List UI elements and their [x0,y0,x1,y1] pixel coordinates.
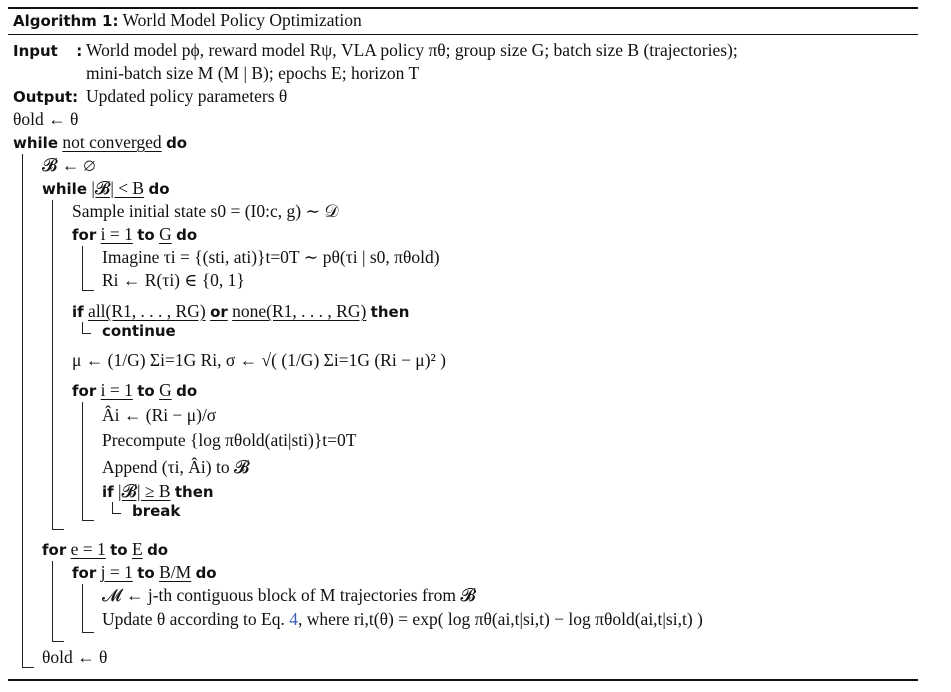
then-keyword-2: then [174,483,214,501]
algorithm-title: World Model Policy Optimization [122,10,362,30]
while-keyword: while [13,134,58,152]
output-label: Output: [13,88,79,106]
for-e-line [42,538,168,561]
for-e-end: E [131,539,143,559]
inner-while-line [42,177,170,200]
while-condition: not converged [62,132,162,152]
break-line [132,499,180,522]
for-j-var: j = 1 [100,562,133,582]
or-keyword: or [210,303,228,321]
do-keyword: do [166,134,188,152]
input-text-1: World model pϕ, reward model Rψ, VLA policy πθ; group size G; batch size B (trajectories); [86,40,738,60]
inner-while-foot [52,529,64,530]
for-i-bar-1 [82,246,83,291]
for-j-bar [82,584,83,633]
if-keyword: if [72,303,84,321]
for-keyword: for [72,226,97,244]
input-label: Input [13,42,58,60]
break-keyword: break [132,502,181,520]
output-text: Updated policy parameters θ [86,86,288,106]
input-text-2: mini-batch size M (M | B); epochs E; horizon T [86,63,420,83]
continue-keyword: continue [102,322,176,340]
inner-while-keyword: while [42,180,87,198]
stats-line: μ ← (1/G) Σi=1G Ri, σ ← √( (1/G) Σi=1G (Ri − μ)² ) [72,350,446,370]
input-line-1 [13,39,82,62]
outer-while-line [13,131,187,154]
outer-while-foot [22,667,34,668]
reset-batch-line: 𝓑 ← ∅ [42,155,96,175]
sample-line: Sample initial state s0 = (I0:c, g) ∼ 𝒟 [72,201,339,221]
for-j-to-keyword: to [137,564,155,582]
for-j-keyword: for [72,564,97,582]
for-var: i = 1 [100,224,133,244]
for-i-bar-2 [82,402,83,521]
equation-link[interactable]: 4 [289,609,298,629]
for-end-2: G [159,380,172,400]
for-e-bar [52,561,53,642]
to-keyword: to [137,226,155,244]
precompute-line: Precompute {log πθold(ati|sti)}t=0T [102,430,357,450]
update-suffix: , where ri,t(θ) = exp( log πθ(ai,t|si,t) − log πθold(ai,t|si,t) ) [297,609,703,629]
for-do-keyword: do [176,226,198,244]
reward-line: Ri ← R(τi) ∈ {0, 1} [102,270,245,290]
bottom-rule [8,679,918,681]
algorithm-header [13,9,362,32]
for-j-foot [82,632,94,633]
for-e-keyword: for [42,541,67,559]
algorithm-label: Algorithm 1: [13,12,119,30]
imagine-line: Imagine τi = {(sti, ati)}t=0T ∼ pθ(τi | s0, πθold) [102,247,440,267]
for-do-keyword-2: do [176,382,198,400]
header-rule [8,34,918,35]
to-keyword-2: to [137,382,155,400]
for-i-foot-1 [82,290,94,291]
continue-bracket-foot [82,333,91,334]
output-line [13,85,78,108]
for-e-foot [52,641,64,642]
for-i-line-2 [72,379,197,402]
for-var-2: i = 1 [100,380,133,400]
for-e-to-keyword: to [110,541,128,559]
inner-while-condition: |𝓑| < B [91,178,145,198]
for-j-line [72,561,217,584]
update-prefix: Update θ according to Eq. [102,609,285,629]
for-keyword-2: for [72,382,97,400]
if-cond-none: none(R1, . . . , RG) [232,301,367,321]
update-line [102,608,703,630]
for-e-var: e = 1 [70,539,106,559]
if-full-condition: |𝓑| ≥ B [118,481,171,501]
if-keyword-2: if [102,483,114,501]
adv-line: Âi ← (Ri − μ)/σ [102,405,217,425]
append-line: Append (τi, Âi) to 𝓑 [102,457,250,477]
break-bracket-foot [112,513,121,514]
for-i-foot-2 [82,520,94,521]
if-cond-all: all(R1, . . . , RG) [88,301,206,321]
init-line: θold ← θ [13,109,79,129]
minibatch-line: 𝓜 ← j-th contiguous block of M trajectories from 𝓑 [102,585,476,605]
for-i-line-1 [72,223,197,246]
inner-while-bar [52,200,53,530]
continue-line [102,319,176,342]
input-colon: : [76,42,83,60]
for-j-end: B/M [159,562,192,582]
final-line: θold ← θ [42,647,108,667]
for-e-do-keyword: do [147,541,169,559]
for-j-do-keyword: do [195,564,217,582]
outer-while-bar [22,154,23,668]
for-end: G [159,224,172,244]
then-keyword: then [370,303,410,321]
inner-do-keyword: do [148,180,170,198]
